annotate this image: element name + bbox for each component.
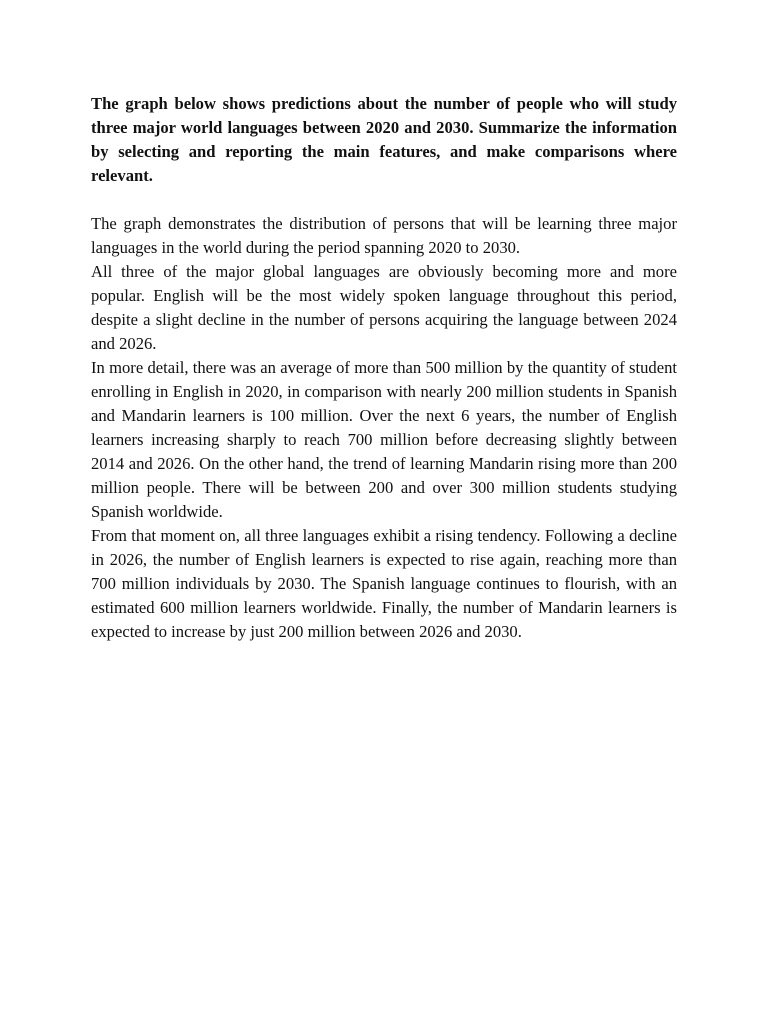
paragraph-details-first-period: In more detail, there was an average of more than 500 million by the quantity of student enrolling in English in 2020, in comparison with nearly 200 million students in Spanish and Mandarin learners is 100 million. Over the next 6 years, the number of English learners increasing sharply to reach 700 million before decreasing slightly between 2014 and 2026. On the other hand, the trend of learning Mandarin rising more than 200 million people. There will be between 200 and over 300 million students studying Spanish worldwide. [91,358,677,521]
document-body [91,92,677,644]
task-prompt: The graph below shows predictions about the number of people who will study three major world languages between 2020 and 2030. Summarize the information by selecting and reporting the main features, and make comparisons where relevant. [91,94,677,185]
paragraph-overview: All three of the major global languages are obviously becoming more and more popular. English will be the most widely spoken language throughout this period, despite a slight decline in the number of persons acquiring the language between 2024 and 2026. [91,262,677,353]
paragraph-details-second-period: From that moment on, all three languages exhibit a rising tendency. Following a decline in 2026, the number of English learners is expected to rise again, reaching more than 700 million individuals by 2030. The Spanish language continues to flourish, with an estimated 600 million learners worldwide. Finally, the number of Mandarin learners is expected to increase by just 200 million between 2026 and 2030. [91,526,677,641]
paragraph-introduction: The graph demonstrates the distribution of persons that will be learning three major languages in the world during the period spanning 2020 to 2030. [91,214,677,257]
paragraph-spacer [91,188,677,212]
